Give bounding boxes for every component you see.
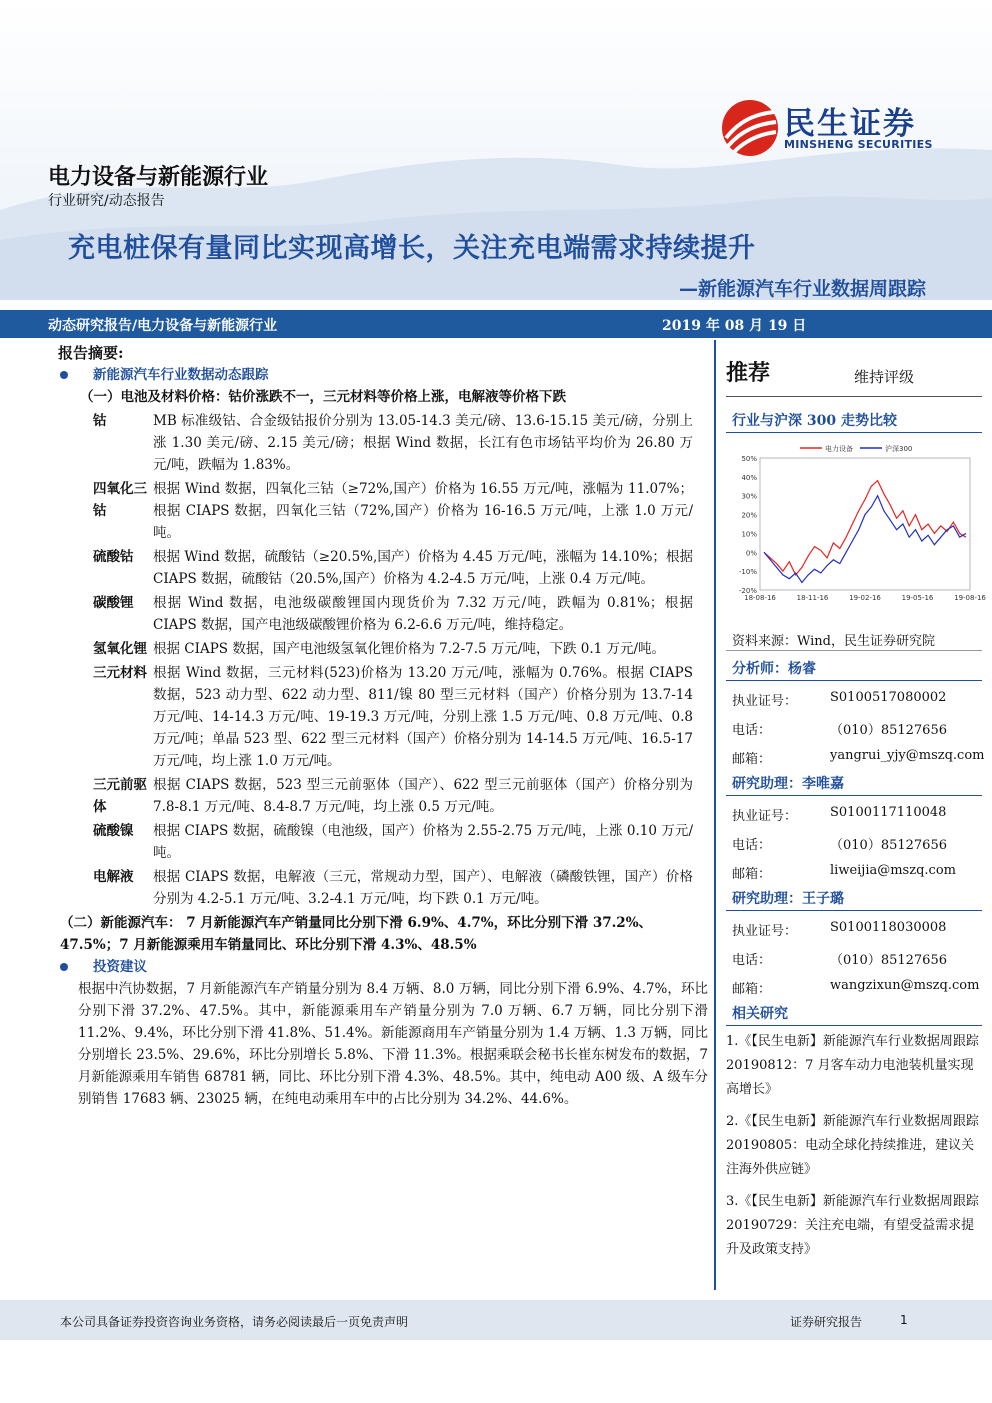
y-tick-label: 20% (741, 511, 757, 520)
bullet-label: 新能源汽车行业数据动态跟踪 (93, 367, 269, 383)
bullet-label: 投资建议 (93, 959, 147, 975)
item-label: 硫酸钴 (93, 549, 134, 565)
bullet-dot-icon (60, 963, 68, 971)
legend-label: 沪深300 (885, 445, 913, 453)
item-text: 根据 Wind 数据，三元材料(523)价格为 13.20 万元/吨，涨幅为 0.76%。根据 CIAPS 数据，523 动力型、622 动力型、811/镍 80 型三元材料（国产）价格分别为 13.7-14 万元/吨、14-14.3 万元/吨、19-19.3 万元/吨，分别上涨 1.5 万元/吨、0.8 万元/吨、0.8 万元/吨；单晶 523 型、622 型三元材料（国产）价格分别为 14-14.5 万元/吨、16.5-17 万元/吨，均上涨 1.0 万元/吨。 (153, 665, 693, 769)
y-tick-label: 30% (741, 492, 757, 501)
item-text: 根据 CIAPS 数据，523 型三元前驱体（国产）、622 型三元前驱体（国产）价格分别为 7.8-8.1 万元/吨、8.4-8.7 万元/吨，均上涨 0.5 万元/吨。 (153, 777, 693, 815)
y-tick-label: -10% (738, 568, 757, 577)
divider (726, 650, 982, 651)
item-label: 四氧化三钴 (93, 481, 147, 519)
related-item: 2.《【民生电新】新能源汽车行业数据周跟踪 20190805：电动全球化持续推进，建议关注海外供应链》 (726, 1114, 979, 1177)
related-list (726, 1030, 982, 1270)
bullet-industry-tracking (48, 364, 708, 386)
y-tick-label: -20% (738, 587, 757, 595)
page-number: 1 (900, 1313, 908, 1327)
item-text: 根据 CIAPS 数据，电解液（三元，常规动力型，国产）、电解液（磷酸铁锂，国产）价格分别为 4.2-5.1 万元/吨、3.2-4.1 万元/吨，均下跌 0.1 万元/吨。 (153, 869, 693, 907)
item-text: 根据 Wind 数据，电池级碳酸锂国内现货价为 7.32 万元/吨，跌幅为 0.81%；根据 CIAPS 数据，国产电池级碳酸锂价格为 6.2-6.6 万元/吨，维持稳定。 (153, 595, 693, 633)
column-divider (714, 340, 716, 1290)
price-item (48, 638, 708, 660)
x-tick-label: 18-08-16 (744, 594, 776, 602)
page-footer (0, 1300, 992, 1340)
logo-emblem-icon (720, 98, 780, 158)
assistant1-heading: 研究助理：李唯嘉 (732, 776, 844, 792)
recommendation: 推荐 (726, 361, 771, 386)
section-nev-sales: （二）新能源汽车： 7 月新能源汽车产销量同比分别下滑 6.9%、4.7%，环比分别下滑 37.2%、47.5%；7 月新能源乘用车销量同比、环比分别下滑 4.3%、48.5% (60, 915, 653, 953)
plot-frame (760, 458, 970, 590)
x-tick-label: 18-11-16 (796, 594, 829, 602)
trend-chart (730, 440, 986, 620)
assistant2-heading: 研究助理：王子璐 (732, 891, 844, 907)
divider (726, 910, 982, 911)
legend-label: 电力设备 (825, 445, 853, 453)
page-title: 充电桩保有量同比实现高增长，关注充电端需求持续提升 (68, 233, 756, 264)
item-text: MB 标准级钴、合金级钴报价分别为 13.05-14.3 美元/磅、13.6-15.15 美元/磅，分别上涨 1.30 美元/磅、2.15 美元/磅；根据 Wind 数据，长江有色市场钴平均价为 26.80 万元/吨，跌幅为 1.83%。 (153, 413, 693, 473)
logo-name-cn: 民生证券 (784, 106, 916, 142)
item-label: 三元前驱体 (93, 777, 147, 815)
report-band (0, 310, 992, 338)
item-label: 硫酸镍 (93, 823, 134, 839)
divider (726, 795, 982, 796)
divider (726, 1025, 982, 1026)
related-item: 1.《【民生电新】新能源汽车行业数据周跟踪 20190812：7 月客车动力电池装机量实现高增长》 (726, 1034, 979, 1097)
item-label: 电解液 (93, 869, 134, 885)
divider (726, 680, 982, 681)
item-label: 三元材料 (93, 665, 147, 681)
section-battery-prices: （一）电池及材料价格：钴价涨跌不一，三元材料等价格上涨，电解液等价格下跌 (80, 389, 566, 405)
y-tick-label: 10% (741, 530, 757, 539)
item-text: 根据 CIAPS 数据，国产电池级氢氧化锂价格为 7.2-7.5 万元/吨，下跌 0.1 万元/吨。 (153, 641, 666, 657)
item-label: 碳酸锂 (93, 595, 134, 611)
footer-disclaimer: 本公司具备证券投资咨询业务资格，请务必阅读最后一页免责声明 (60, 1315, 409, 1329)
price-item (48, 662, 708, 772)
divider (726, 396, 982, 397)
summary-section (48, 342, 708, 1110)
y-tick-label: 40% (741, 473, 757, 482)
investment-text: 根据中汽协数据，7 月新能源汽车产销量分别为 8.4 万辆、8.0 万辆，同比分别下滑 6.9%、4.7%，环比分别下滑 37.2%、47.5%。其中，新能源乘用车产销量分别为 7.0 万辆、6.7 万辆，同比分别下滑 11.2%、9.4%，环比分别下滑 41.8%、51.4%。新能源商用车产销量分别为 1.4 万辆、1.3 万辆，同比分别增长 23.5%、29.6%，环比分别增长 5.8%、下滑 11.3%。根据乘联会秘书长崔东树发布的数据，7 月新能源乘用车销售 68781 辆，同比、环比分别下滑 4.3%、48.5%。其中，纯电动 A00 级、A 级车分别销售 17683 辆、23025 辆，在纯电动乘用车中的占比分别为 34.2%、44.6%。 (78, 981, 708, 1107)
bullet-dot-icon (60, 371, 68, 379)
divider (726, 432, 982, 433)
industry-title: 电力设备与新能源行业 (48, 165, 269, 190)
rating: 维持评级 (854, 368, 915, 386)
footer-report-type: 证券研究报告 (790, 1315, 863, 1329)
item-label: 氢氧化锂 (93, 641, 147, 657)
report-type: 行业研究/动态报告 (48, 193, 165, 209)
series-line (764, 481, 966, 575)
page-subtitle: —新能源汽车行业数据周跟踪 (678, 278, 926, 300)
price-item (48, 546, 708, 590)
band-category: 动态研究报告/电力设备与新能源行业 (48, 318, 278, 334)
price-item (48, 592, 708, 636)
related-heading: 相关研究 (732, 1006, 788, 1022)
price-item (48, 866, 708, 910)
y-tick-label: 50% (741, 455, 757, 463)
item-text: 根据 Wind 数据，硫酸钴（≥20.5%,国产）价格为 4.45 万元/吨，涨幅为 14.10%；根据 CIAPS 数据，硫酸钴（20.5%,国产）价格为 4.2-4.5 万元/吨，上涨 0.4 万元/吨。 (153, 549, 693, 587)
price-item (48, 410, 708, 476)
price-item (48, 774, 708, 818)
logo-name-en: MINSHENG SECURITIES (784, 138, 933, 151)
chart-source: 资料来源：Wind，民生证券研究院 (732, 634, 935, 649)
company-logo (720, 98, 960, 158)
series-line (764, 496, 966, 583)
band-date: 2019 年 08 月 19 日 (662, 318, 807, 334)
item-text: 根据 CIAPS 数据，硫酸镍（电池级，国产）价格为 2.55-2.75 万元/吨，上涨 0.10 万元/吨。 (153, 823, 693, 861)
analyst-heading: 分析师：杨睿 (732, 661, 816, 677)
price-item (48, 478, 708, 544)
x-tick-label: 19-05-16 (901, 594, 934, 602)
item-text: 根据 Wind 数据，四氧化三钴（≥72%,国产）价格为 16.55 万元/吨，涨幅为 11.07%；根据 CIAPS 数据，四氧化三钴（72%,国产）价格为 16-16.5 万元/吨，上涨 1.0 万元/吨。 (153, 481, 693, 541)
item-label: 钴 (93, 413, 107, 429)
price-item (48, 820, 708, 864)
related-item: 3.《【民生电新】新能源汽车行业数据周跟踪 20190729：关注充电端，有望受益需求提升及政策支持》 (726, 1194, 979, 1257)
x-tick-label: 19-02-16 (849, 594, 881, 602)
x-tick-label: 19-08-16 (954, 594, 986, 602)
y-tick-label: 0% (745, 549, 757, 558)
summary-heading: 报告摘要: (58, 344, 124, 362)
chart-heading: 行业与沪深 300 走势比较 (732, 413, 897, 429)
bullet-investment (48, 956, 708, 978)
